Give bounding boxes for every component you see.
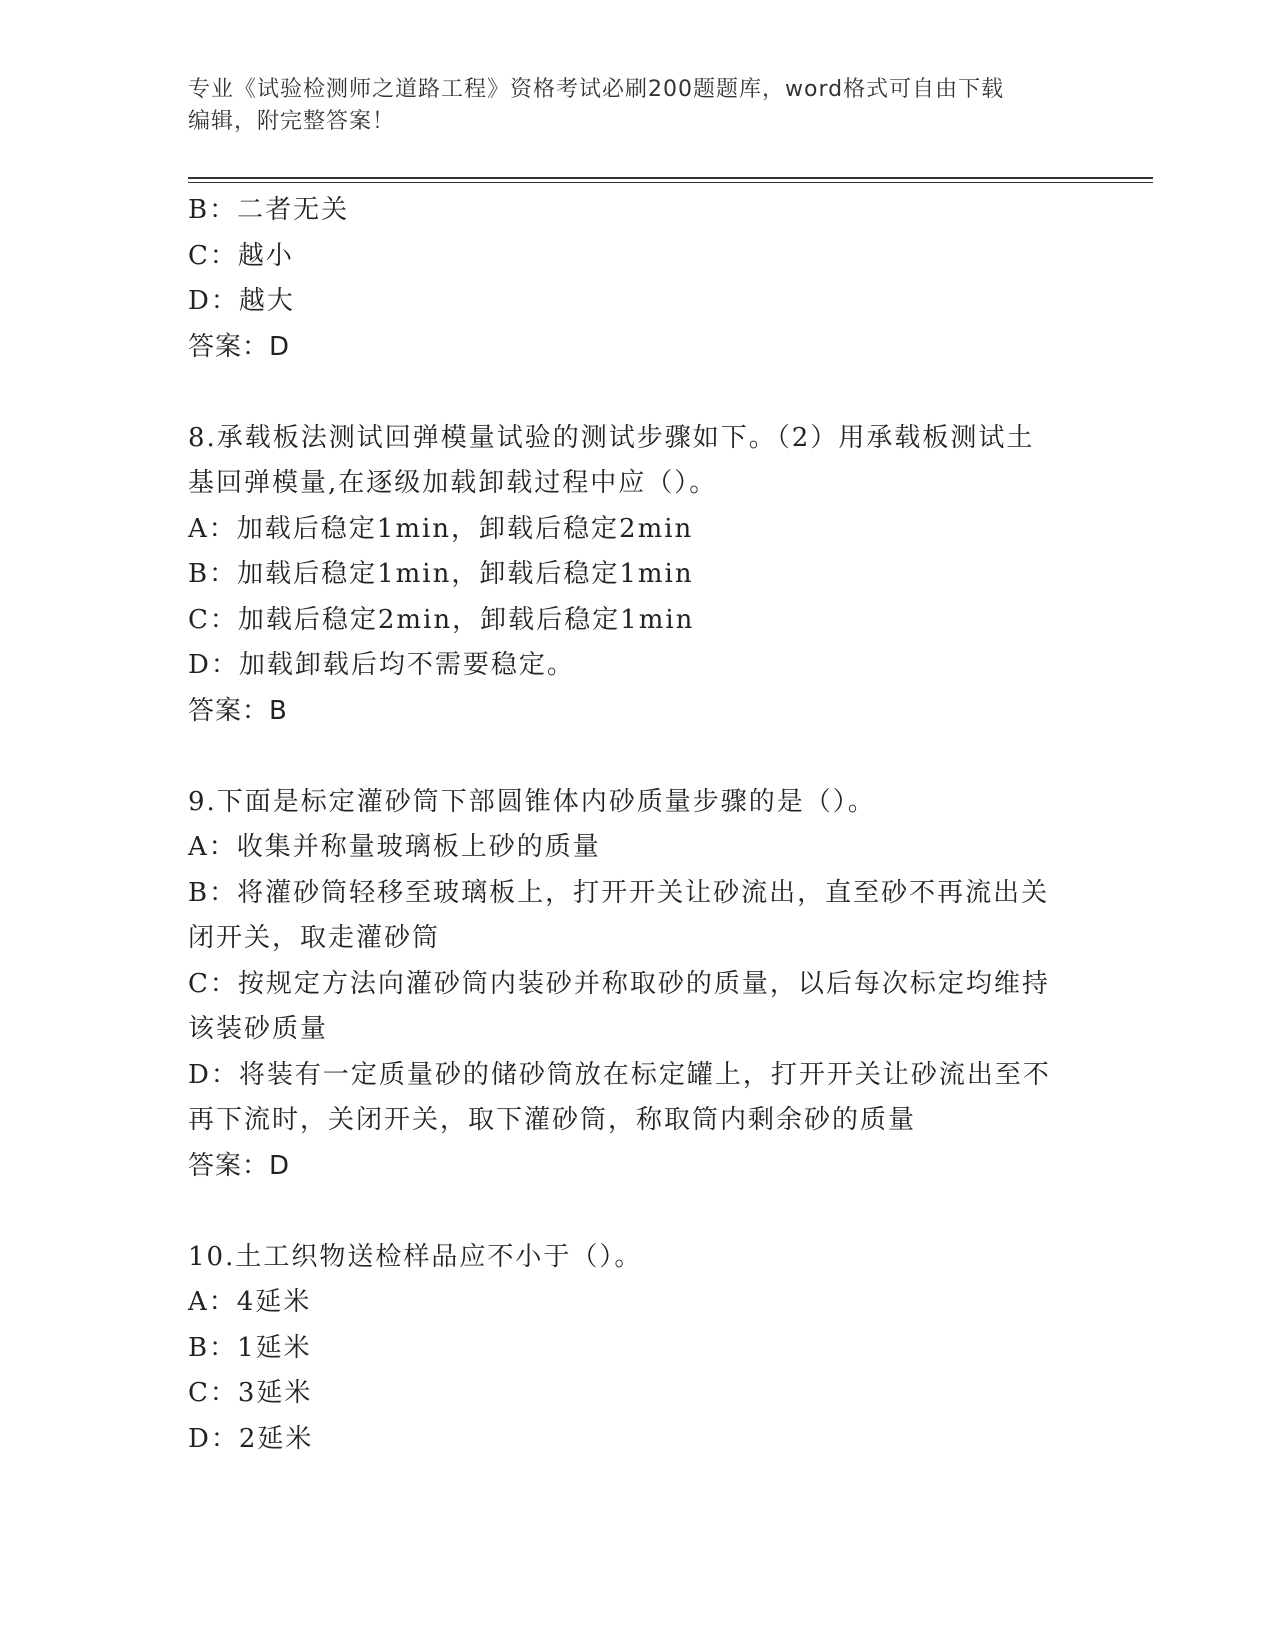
header-line-1: 专业《试验检测师之道路工程》资格考试必刷200题题库，word格式可自由下载 xyxy=(188,77,1005,102)
q8-stem-line-2: 基回弹模量,在逐级加载卸载过程中应（）。 xyxy=(188,468,718,498)
q9-option-d-line-1: D：将装有一定质量砂的储砂筒放在标定罐上，打开开关让砂流出至不 xyxy=(188,1059,1051,1090)
q7-option-b: B：二者无关 xyxy=(188,195,350,225)
q9-option-d-line-2: 再下流时，关闭开关，取下灌砂筒，称取筒内剩余砂的质量 xyxy=(188,1105,917,1135)
q10-stem: 10.土工织物送检样品应不小于（）。 xyxy=(188,1241,643,1272)
q10-option-a: A：4延米 xyxy=(188,1287,312,1317)
q10-option-d: D：2延米 xyxy=(188,1423,314,1454)
spacer xyxy=(188,370,1088,416)
q7-option-c: C：越小 xyxy=(188,240,294,271)
q9-answer: 答案：D xyxy=(188,1150,291,1181)
q8-answer: 答案：B xyxy=(188,695,288,726)
document-body xyxy=(188,188,1088,1462)
q9-stem: 9.下面是标定灌砂筒下部圆锥体内砂质量步骤的是（）。 xyxy=(188,786,876,817)
q9-option-a: A：收集并称量玻璃板上砂的质量 xyxy=(188,832,601,862)
q9-option-b-line-1: B：将灌砂筒轻移至玻璃板上，打开开关让砂流出，直至砂不再流出关 xyxy=(188,877,1050,908)
q7-answer: 答案：D xyxy=(188,331,291,362)
document-header xyxy=(188,74,1088,138)
q8-stem-line-1: 8.承载板法测试回弹模量试验的测试步骤如下。（2）用承载板测试土 xyxy=(188,422,1035,453)
q10-option-c: C：3延米 xyxy=(188,1378,313,1408)
spacer xyxy=(188,734,1088,780)
q8-option-d: D：加载卸载后均不需要稳定。 xyxy=(188,650,575,680)
header-line-2: 编辑，附完整答案！ xyxy=(188,109,396,134)
header-rule-thick xyxy=(188,177,1153,179)
q9-option-b-line-2: 闭开关，取走灌砂筒 xyxy=(188,923,441,953)
q8-option-a: A：加载后稳定1min，卸载后稳定2min xyxy=(188,513,694,544)
q9-option-c-line-1: C：按规定方法向灌砂筒内装砂并称取砂的质量，以后每次标定均维持 xyxy=(188,968,1050,999)
spacer xyxy=(188,1189,1088,1235)
q8-option-b: B：加载后稳定1min，卸载后稳定1min xyxy=(188,559,694,589)
q9-option-c-line-2: 该装砂质量 xyxy=(188,1014,329,1044)
q7-option-d: D：越大 xyxy=(188,286,295,316)
header-rule-thin xyxy=(188,182,1153,183)
q10-option-b: B：1延米 xyxy=(188,1332,312,1363)
q8-option-c: C：加载后稳定2min，卸载后稳定1min xyxy=(188,604,695,635)
